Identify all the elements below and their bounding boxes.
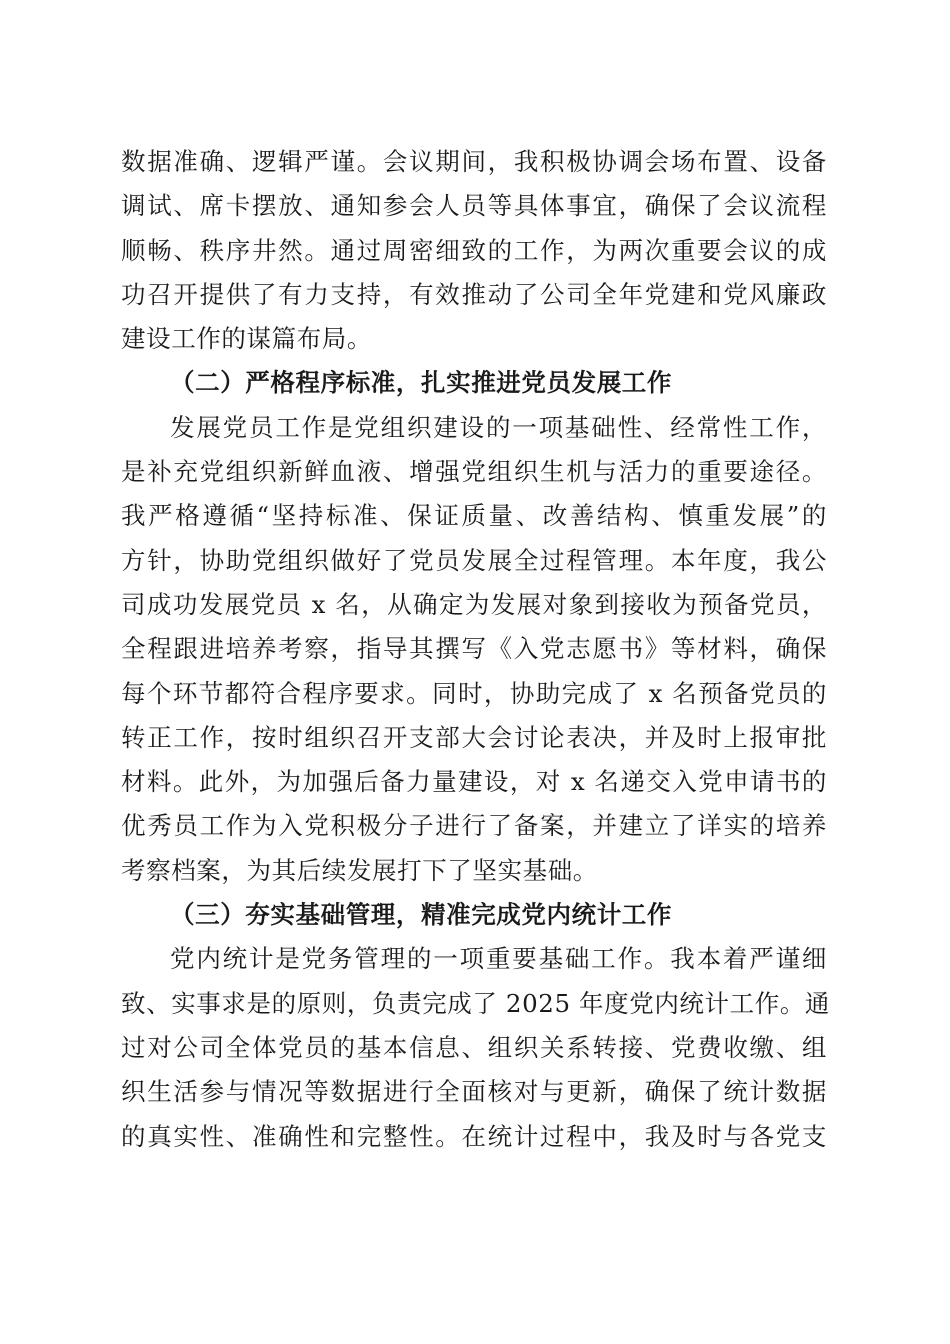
paragraph-2-line: 转正工作，按时组织召开支部大会讨论表决，并及时上报审批	[121, 722, 827, 752]
paragraph-1-line: 功召开提供了有力支持，有效推动了公司全年党建和党风廉政	[121, 279, 827, 309]
paragraph-3-line: 致、实事求是的原则，负责完成了 2025 年度党内统计工作。通	[121, 988, 831, 1018]
paragraph-1-line: 顺畅、秩序井然。通过周密细致的工作，为两次重要会议的成	[121, 235, 827, 265]
paragraph-1-line: 调试、席卡摆放、通知参会人员等具体事宜，确保了会议流程	[121, 191, 827, 221]
paragraph-3-line: 过对公司全体党员的基本信息、组织关系转接、党费收缴、组	[121, 1032, 827, 1062]
paragraph-2-line: 优秀员工作为入党积极分子进行了备案，并建立了详实的培养	[121, 811, 827, 841]
paragraph-1-line: 数据准确、逻辑严谨。会议期间，我积极协调会场布置、设备	[121, 147, 827, 176]
section-heading-3: （三）夯实基础管理，精准完成党内统计工作	[170, 900, 672, 930]
document-body	[121, 140, 831, 1159]
paragraph-3-line: 织生活参与情况等数据进行全面核对与更新，确保了统计数据	[121, 1077, 827, 1107]
paragraph-3-line: 党内统计是党务管理的一项重要基础工作。我本着严谨细	[170, 944, 827, 974]
paragraph-2-line: 全程跟进培养考察，指导其撰写《入党志愿书》等材料，确保	[121, 634, 827, 664]
paragraph-2-line: 方针，协助党组织做好了党员发展全过程管理。本年度，我公	[121, 545, 827, 575]
paragraph-1-line: 建设工作的谋篇布局。	[121, 324, 372, 354]
paragraph-2-line: 材料。此外，为加强后备力量建设，对 x 名递交入党申请书的	[121, 767, 827, 797]
paragraph-2-line: 我严格遵循“坚持标准、保证质量、改善结构、慎重发展”的	[121, 501, 827, 531]
paragraph-2-line: 是补充党组织新鲜血液、增强党组织生机与活力的重要途径。	[121, 457, 827, 487]
paragraph-2-line: 每个环节都符合程序要求。同时，协助完成了 x 名预备党员的	[121, 678, 827, 708]
paragraph-2-line: 司成功发展党员 x 名，从确定为发展对象到接收为预备党员，	[121, 589, 827, 619]
paragraph-2-line: 考察档案，为其后续发展打下了坚实基础。	[121, 855, 598, 885]
paragraph-3-line: 的真实性、准确性和完整性。在统计过程中，我及时与各党支	[121, 1121, 827, 1151]
paragraph-2-line: 发展党员工作是党组织建设的一项基础性、经常性工作，	[170, 412, 827, 442]
section-heading-2: （二）严格程序标准，扎实推进党员发展工作	[170, 368, 672, 398]
